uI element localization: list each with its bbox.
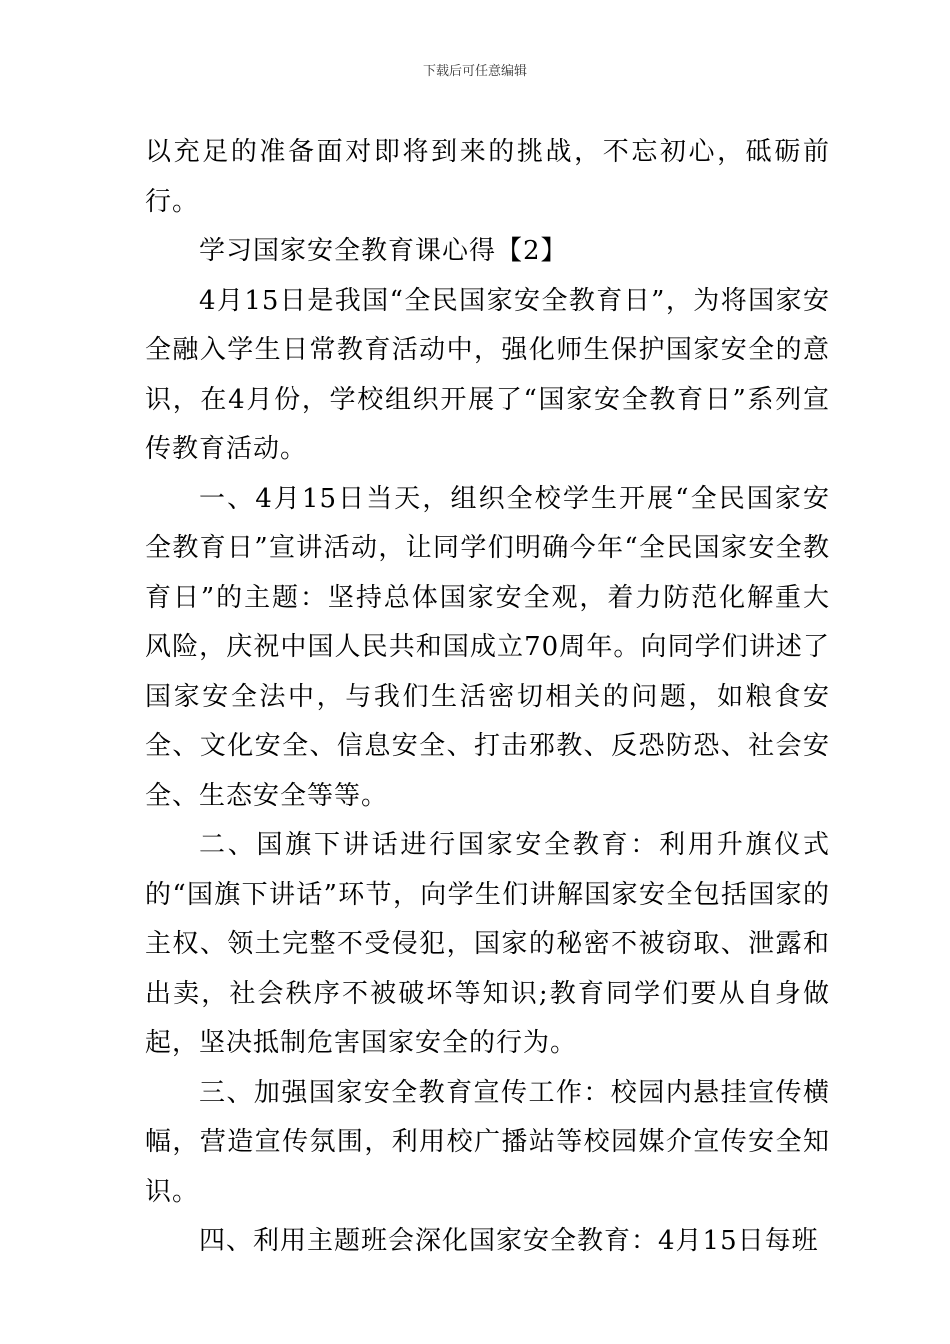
paragraph-intro: 4月15日是我国“全民国家安全教育日”，为将国家安全融入学生日常教育活动中，强化师生保护国家安全的意识，在4月份，学校组织开展了“国家安全教育日”系列宣传教育活动。 [145, 285, 830, 464]
paragraph-continuation: 以充足的准备面对即将到来的挑战，不忘初心，砥砺前行。 [145, 137, 830, 217]
paragraph-item-1: 一、4月15日当天，组织全校学生开展“全民国家安全教育日”宣讲活动，让同学们明确今年“全民国家安全教育日”的主题：坚持总体国家安全观，着力防范化解重大风险，庆祝中国人民共和国成立70周年。向同学们讲述了国家安全法中，与我们生活密切相关的问题，如粮食安全、文化安全、信息安全、打击邪教、反恐防恐、社会安全、生态安全等等。 [145, 483, 830, 811]
section-heading: 学习国家安全教育课心得【2】 [199, 236, 568, 266]
document-body [145, 128, 830, 1267]
paragraph-item-2: 二、国旗下讲话进行国家安全教育：利用升旗仪式的“国旗下讲话”环节，向学生们讲解国家安全包括国家的主权、领土完整不受侵犯，国家的秘密不被窃取、泄露和出卖，社会秩序不被破坏等知识;教育同学们要从自身做起，坚决抵制危害国家安全的行为。 [145, 830, 830, 1058]
paragraph-item-4: 四、利用主题班会深化国家安全教育：4月15日每班 [199, 1226, 819, 1256]
page-header-note: 下载后可任意编辑 [422, 64, 527, 79]
paragraph-item-3: 三、加强国家安全教育宣传工作：校园内悬挂宣传横幅，营造宣传氛围，利用校广播站等校园媒介宣传安全知识。 [145, 1077, 830, 1207]
